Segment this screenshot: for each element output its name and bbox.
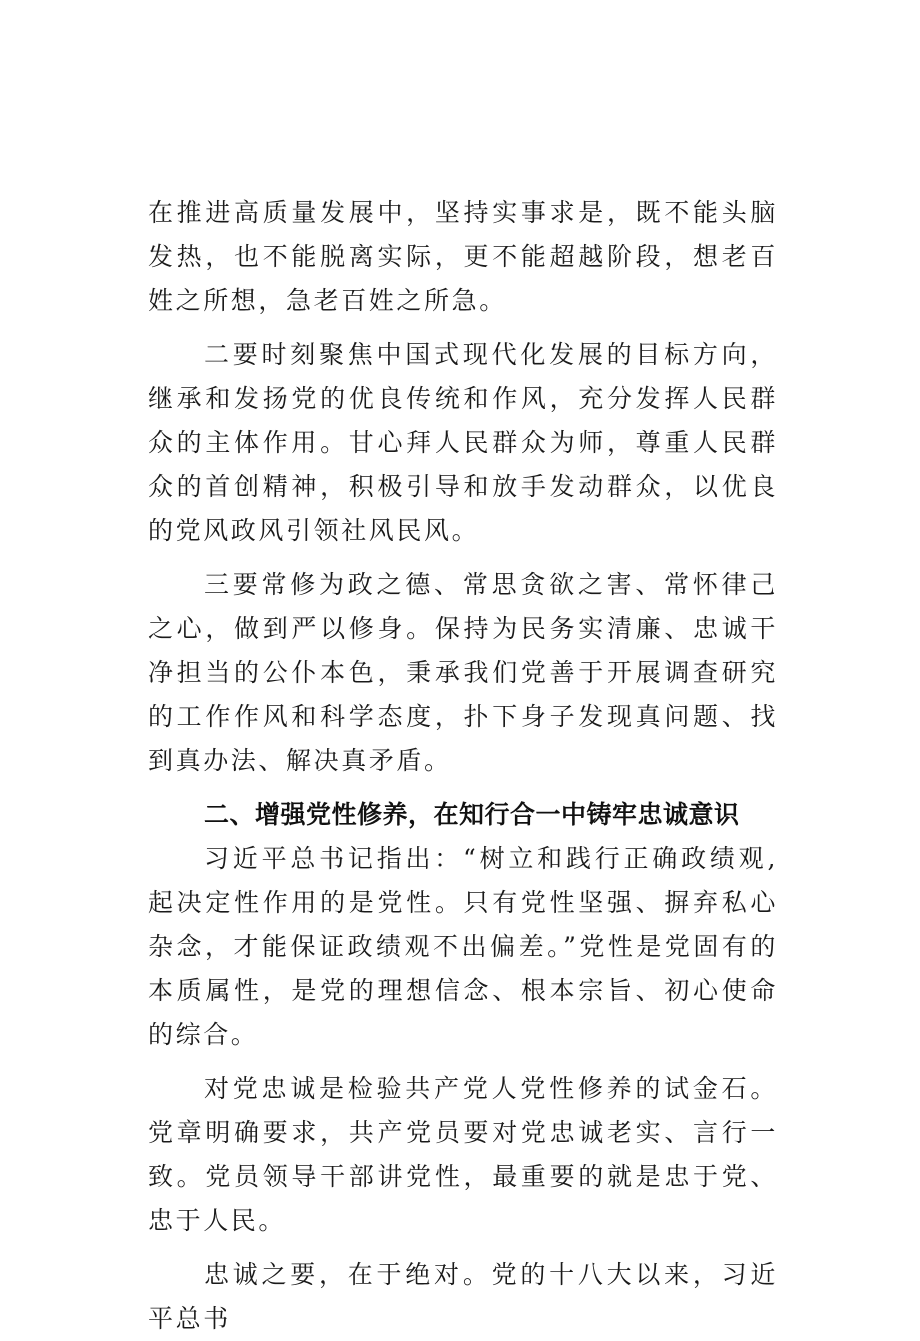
paragraph-point-three: 三要常修为政之德、常思贪欲之害、常怀律己之心，做到严以修身。保持为民务实清廉、忠诚干净担当的公仆本色，秉承我们党善于开展调查研究的工作作风和科学态度，扑下身子发现真问题、找到真办法、解决真矛盾。 (148, 570, 778, 775)
paragraph-quote: 习近平总书记指出：“树立和践行正确政绩观,起决定性作用的是党性。只有党性坚强、摒弃私心杂念，才能保证政绩观不出偏差。”党性是党固有的本质属性，是党的理想信念、根本宗旨、初心使命的综合。 (148, 844, 778, 1049)
paragraph-absolute: 忠诚之要，在于绝对。党的十八大以来，习近平总书 (148, 1260, 778, 1333)
paragraph-point-two: 二要时刻聚焦中国式现代化发展的目标方向，继承和发扬党的优良传统和作风，充分发挥人民群众的主体作用。甘心拜人民群众为师，尊重人民群众的首创精神，积极引导和放手发动群众，以优良的党风政风引领社风民风。 (148, 340, 778, 545)
section-heading: 二、增强党性修养，在知行合一中铸牢忠诚意识 (204, 800, 740, 829)
paragraph-continuation: 在推进高质量发展中，坚持实事求是，既不能头脑发热，也不能脱离实际，更不能超越阶段，想老百姓之所想，急老百姓之所急。 (148, 198, 778, 315)
paragraph-loyalty: 对党忠诚是检验共产党人党性修养的试金石。党章明确要求，共产党员要对党忠诚老实、言行一致。党员领导干部讲党性，最重要的就是忠于党、忠于人民。 (148, 1074, 778, 1235)
document-page (148, 191, 778, 1341)
